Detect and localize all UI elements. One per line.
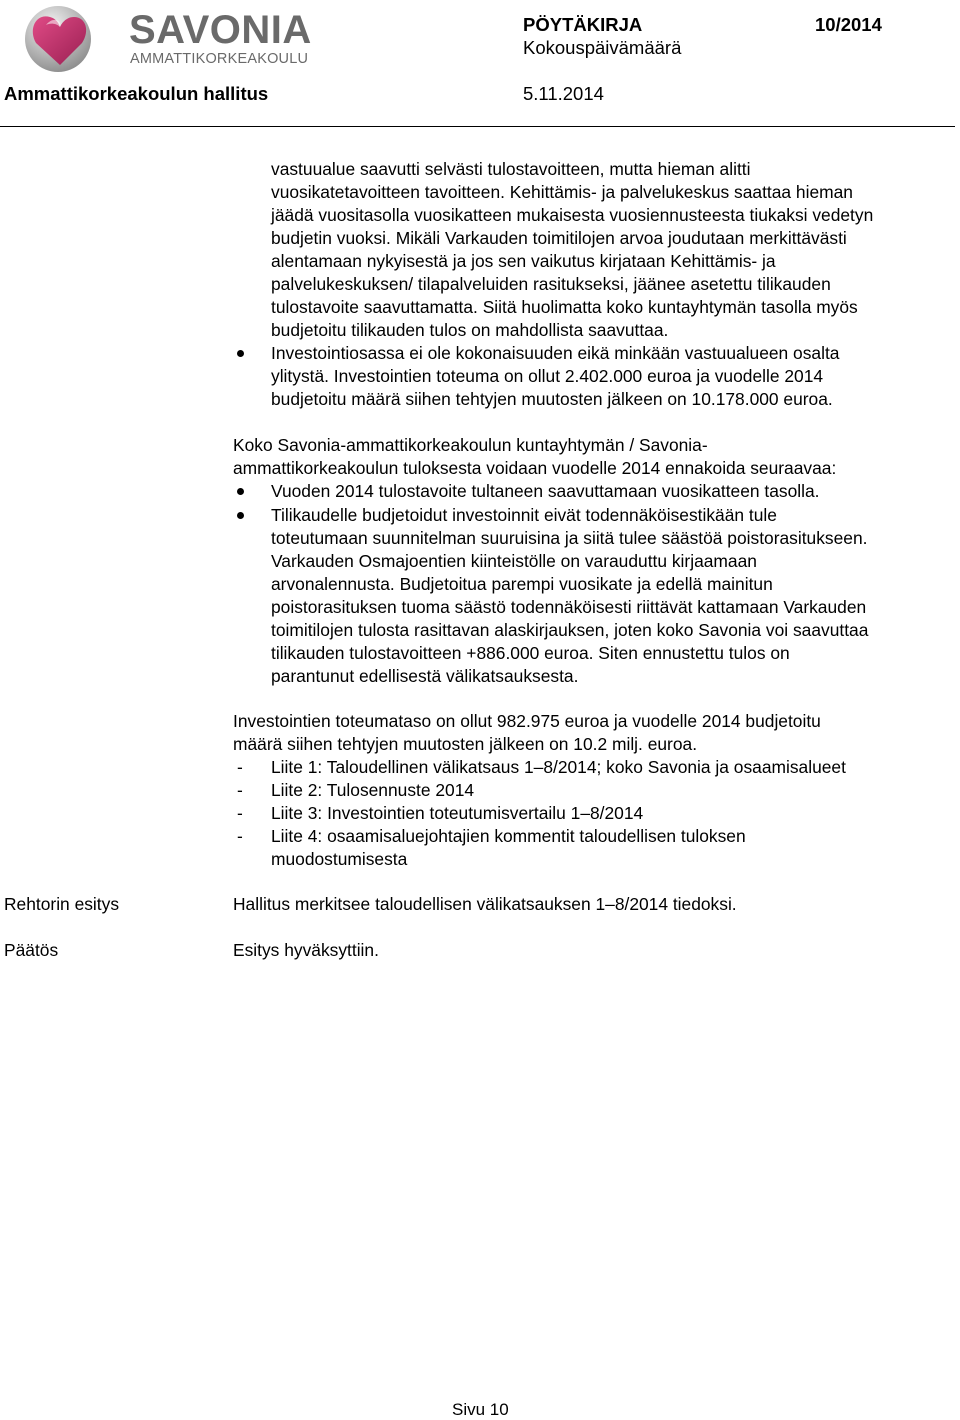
savonia-heart-icon bbox=[24, 3, 96, 75]
text-line: poistorasituksen tuoma säästö todennäköisesti riittävät kattamaan Varkauden bbox=[271, 597, 867, 617]
text-line: ammattikorkeakoulun tuloksesta voidaan vuodelle 2014 ennakoida seuraavaa: bbox=[233, 458, 837, 478]
text-line: budjetoitu tilikauden tulos on mahdollista saavuttaa. bbox=[271, 320, 669, 340]
attachment-link-continued[interactable]: muodostumisesta bbox=[271, 849, 408, 869]
logo-subtitle: AMMATTIKORKEAKOULU bbox=[130, 51, 309, 67]
board-name: Ammattikorkeakoulun hallitus bbox=[4, 83, 269, 104]
text-line: toimitilojen tulosta rasittavan alaskirjauksen, joten koko Savonia voi saavuttaa bbox=[271, 620, 869, 640]
dash-marker: - bbox=[237, 803, 243, 823]
rector-proposal-text: Hallitus merkitsee taloudellisen välikatsauksen 1–8/2014 tiedoksi. bbox=[233, 894, 737, 914]
document-type: PÖYTÄKIRJA bbox=[523, 14, 643, 35]
rector-proposal-label: Rehtorin esitys bbox=[4, 894, 120, 914]
bullet-icon bbox=[237, 488, 244, 495]
savonia-logo bbox=[24, 3, 312, 73]
text-line: tulostavoite saavuttamatta. Siitä huolimatta koko kuntayhtymän tasolla myös bbox=[271, 297, 858, 317]
text-line: toteutumaan suunnitelman suuruisina ja siitä tulee säästöä poistorasitukseen. bbox=[271, 528, 868, 548]
text-line: Vuoden 2014 tulostavoite tultaneen saavuttamaan vuosikatteen tasolla. bbox=[271, 481, 820, 501]
text-line: Tilikaudelle budjetoidut investoinnit eivät todennäköisestikään tule bbox=[271, 505, 777, 525]
page-number: Sivu 10 bbox=[452, 1400, 509, 1419]
text-line: budjetin vuoksi. Mikäli Varkauden toimitilojen arvoa joudutaan merkittävästi bbox=[271, 228, 847, 248]
attachment-link[interactable]: Liite 2: Tulosennuste 2014 bbox=[271, 780, 475, 800]
bullet-icon bbox=[237, 512, 244, 519]
text-line: alentamaan nykyisestä ja jos sen vaikutus kirjataan Kehittämis- ja bbox=[271, 251, 776, 271]
text-line: palvelukeskuksen/ tilapalveluiden rasitukseksi, jäänee asetettu tilikauden bbox=[271, 274, 831, 294]
logo-name: SAVONIA bbox=[129, 8, 312, 52]
attachment-link[interactable]: Liite 1: Taloudellinen välikatsaus 1–8/2014; koko Savonia ja osaamisalueet bbox=[271, 757, 846, 777]
header-divider bbox=[0, 126, 955, 127]
text-line: parantunut edellisestä välikatsauksesta. bbox=[271, 666, 579, 686]
text-line: budjetoitu määrä siihen tehtyjen muutosten jälkeen on 10.178.000 euroa. bbox=[271, 389, 833, 409]
text-line: Investointien toteumataso on ollut 982.975 euroa ja vuodelle 2014 budjetoitu bbox=[233, 711, 821, 731]
attachment-link[interactable]: Liite 4: osaamisaluejohtajien kommentit taloudellisen tuloksen bbox=[271, 826, 746, 846]
text-line: Koko Savonia-ammattikorkeakoulun kuntayhtymän / Savonia- bbox=[233, 435, 708, 455]
attachment-link[interactable]: Liite 3: Investointien toteutumisvertailu 1–8/2014 bbox=[271, 803, 644, 823]
dash-marker: - bbox=[237, 826, 243, 846]
document-number: 10/2014 bbox=[815, 14, 882, 35]
text-line: Varkauden Osmajoentien kiinteistölle on varauduttu kirjaamaan bbox=[271, 551, 757, 571]
text-line: arvonalennusta. Budjetoitua parempi vuosikate ja edellä mainitun bbox=[271, 574, 773, 594]
text-line: ylitystä. Investointien toteuma on ollut 2.402.000 euroa ja vuodelle 2014 bbox=[271, 366, 824, 386]
text-line: jäädä vuositasolla vuosikatteen mukaisesta vuosiennusteesta tiukaksi vedetyn bbox=[271, 205, 874, 225]
decision-label: Päätös bbox=[4, 940, 59, 960]
decision-text: Esitys hyväksyttiin. bbox=[233, 940, 379, 960]
dash-marker: - bbox=[237, 757, 243, 777]
text-line: vastuualue saavutti selvästi tulostavoitteen, mutta hieman alitti bbox=[271, 159, 751, 179]
meeting-date-label: Kokouspäivämäärä bbox=[523, 37, 682, 58]
text-line: määrä siihen tehtyjen muutosten jälkeen on 10.2 milj. euroa. bbox=[233, 734, 698, 754]
dash-marker: - bbox=[237, 780, 243, 800]
text-line: Investointiosassa ei ole kokonaisuuden eikä minkään vastuualueen osalta bbox=[271, 343, 840, 363]
meeting-date: 5.11.2014 bbox=[523, 83, 604, 104]
text-line: tilikauden tulostavoitteen +886.000 euroa. Siten ennustettu tulos on bbox=[271, 643, 790, 663]
text-line: vuosikatetavoitteen tavoitteen. Kehittämis- ja palvelukeskus saattaa hieman bbox=[271, 182, 853, 202]
bullet-icon bbox=[237, 350, 244, 357]
